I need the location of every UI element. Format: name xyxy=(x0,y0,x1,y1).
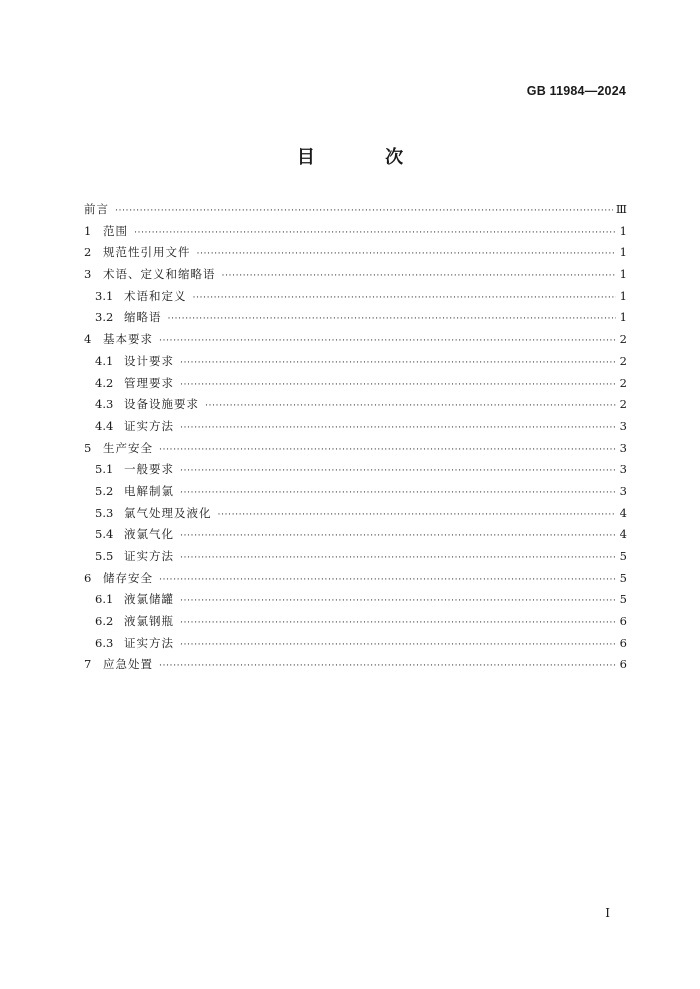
toc-entry[interactable] xyxy=(84,329,627,351)
toc-entry-page: 5 xyxy=(619,592,627,607)
dot-leader xyxy=(159,439,616,461)
toc-entry-page: 1 xyxy=(619,245,627,260)
toc-entry-number: 6 xyxy=(84,570,92,585)
toc-entry-label: 应急处置 xyxy=(103,657,153,672)
dot-leader xyxy=(180,374,616,396)
toc-entry-page: 4 xyxy=(619,527,627,542)
toc-entry-number: 4.4 xyxy=(95,418,114,433)
toc-entry-page: 3 xyxy=(619,440,627,455)
toc-entry-page: 3 xyxy=(619,418,627,433)
toc-entry[interactable] xyxy=(84,286,627,308)
toc-entry-number: 5.1 xyxy=(95,462,114,477)
toc-entry[interactable] xyxy=(84,438,627,460)
toc-entry[interactable] xyxy=(84,524,627,546)
dot-leader xyxy=(218,504,617,526)
toc-entry-number: 3.1 xyxy=(95,288,114,303)
toc-entry-label: 术语和定义 xyxy=(124,288,187,303)
toc-entry-number: 3.2 xyxy=(95,310,114,325)
toc-entry-label: 储存安全 xyxy=(103,570,153,585)
toc-entry-number: 5 xyxy=(84,440,92,455)
dot-leader xyxy=(180,525,616,547)
toc-entry-label: 电解制氯 xyxy=(124,483,174,498)
dot-leader xyxy=(159,569,616,591)
toc-entry-page: 6 xyxy=(619,657,627,672)
toc-entry-page: 5 xyxy=(619,549,627,563)
toc-entry[interactable] xyxy=(84,459,627,481)
toc-entry-page: 1 xyxy=(619,310,627,325)
toc-entry-label: 缩略语 xyxy=(124,310,162,325)
dot-leader xyxy=(205,395,616,417)
toc-entry-page: Ⅲ xyxy=(615,202,627,216)
dot-leader xyxy=(180,634,616,656)
toc-entry-number: 6.3 xyxy=(95,635,114,650)
toc-entry-number: 4.1 xyxy=(95,353,114,368)
toc-entry[interactable] xyxy=(84,307,627,329)
toc-entry-page: 1 xyxy=(619,223,627,238)
toc-entry[interactable] xyxy=(84,611,627,633)
toc-entry-page: 2 xyxy=(619,353,627,368)
dot-leader xyxy=(115,200,613,222)
toc-entry-number: 7 xyxy=(84,657,92,672)
toc-entry-number: 5.4 xyxy=(95,527,114,542)
toc-entry-label: 范围 xyxy=(103,223,128,238)
dot-leader xyxy=(159,655,616,677)
toc-entry-number: 5.3 xyxy=(95,505,114,520)
toc-entry-label: 液氯钢瓶 xyxy=(124,614,174,629)
toc-entry[interactable] xyxy=(84,546,627,568)
toc-entry-label: 氯气处理及液化 xyxy=(124,505,212,520)
dot-leader xyxy=(168,308,617,330)
dot-leader xyxy=(180,590,616,612)
toc-entry-label: 证实方法 xyxy=(124,549,174,563)
toc-entry-label: 术语、定义和缩略语 xyxy=(103,267,216,282)
toc-entry-number: 4 xyxy=(84,332,92,347)
toc-entry-page: 4 xyxy=(619,505,627,520)
toc-entry-page: 2 xyxy=(619,375,627,390)
dot-leader xyxy=(197,243,617,265)
toc-entry[interactable] xyxy=(84,416,627,438)
toc-entry-label: 设备设施要求 xyxy=(124,397,199,412)
toc-entry-label: 液氯气化 xyxy=(124,527,174,542)
standard-code: GB 11984—2024 xyxy=(526,84,626,98)
toc-entry[interactable] xyxy=(84,221,627,243)
toc-entry[interactable] xyxy=(84,654,627,676)
page-title: 目 次 xyxy=(296,147,436,168)
toc-entry[interactable] xyxy=(84,633,627,655)
toc-entry[interactable] xyxy=(84,589,627,611)
toc-entry-number: 2 xyxy=(84,245,92,260)
toc-entry-label: 管理要求 xyxy=(124,375,174,390)
toc-entry[interactable] xyxy=(84,481,627,503)
toc-entry-number: 6.2 xyxy=(95,614,114,629)
table-of-contents xyxy=(84,199,627,676)
dot-leader xyxy=(180,460,616,482)
toc-entry-number: 5.2 xyxy=(95,483,114,498)
toc-entry-number: 4.3 xyxy=(95,397,114,412)
toc-entry-label: 前言 xyxy=(84,202,109,216)
dot-leader xyxy=(180,547,616,569)
toc-entry[interactable] xyxy=(84,568,627,590)
toc-entry-page: 2 xyxy=(619,332,627,347)
toc-entry[interactable] xyxy=(84,373,627,395)
toc-entry-page: 2 xyxy=(619,397,627,412)
toc-entry[interactable] xyxy=(84,199,627,221)
toc-entry[interactable] xyxy=(84,394,627,416)
toc-entry-page: 1 xyxy=(619,267,627,282)
dot-leader xyxy=(159,330,616,352)
toc-entry[interactable] xyxy=(84,242,627,264)
toc-entry-page: 6 xyxy=(619,614,627,629)
toc-entry-label: 生产安全 xyxy=(103,440,153,455)
toc-entry[interactable] xyxy=(84,503,627,525)
toc-entry-number: 1 xyxy=(84,223,92,238)
dot-leader xyxy=(193,287,617,309)
page-number: Ⅰ xyxy=(605,906,610,920)
toc-entry-page: 6 xyxy=(619,635,627,650)
toc-entry-label: 设计要求 xyxy=(124,353,174,368)
toc-entry-number: 4.2 xyxy=(95,375,114,390)
toc-entry-label: 液氯储罐 xyxy=(124,592,174,607)
toc-entry-label: 基本要求 xyxy=(103,332,153,347)
dot-leader xyxy=(180,417,616,439)
toc-entry[interactable] xyxy=(84,351,627,373)
toc-entry-page: 3 xyxy=(619,462,627,477)
dot-leader xyxy=(222,265,617,287)
toc-entry-page: 5 xyxy=(619,570,627,585)
toc-entry-label: 证实方法 xyxy=(124,635,174,650)
dot-leader xyxy=(180,482,616,504)
toc-entry-page: 1 xyxy=(619,288,627,303)
dot-leader xyxy=(134,222,616,244)
toc-entry-label: 证实方法 xyxy=(124,418,174,433)
dot-leader xyxy=(180,352,616,374)
dot-leader xyxy=(180,612,616,634)
toc-entry-page: 3 xyxy=(619,483,627,498)
toc-entry-number: 6.1 xyxy=(95,592,114,607)
toc-entry[interactable] xyxy=(84,264,627,286)
toc-entry-number: 5.5 xyxy=(95,549,114,563)
toc-entry-label: 一般要求 xyxy=(124,462,174,477)
toc-entry-number: 3 xyxy=(84,267,92,282)
toc-entry-label: 规范性引用文件 xyxy=(103,245,191,260)
